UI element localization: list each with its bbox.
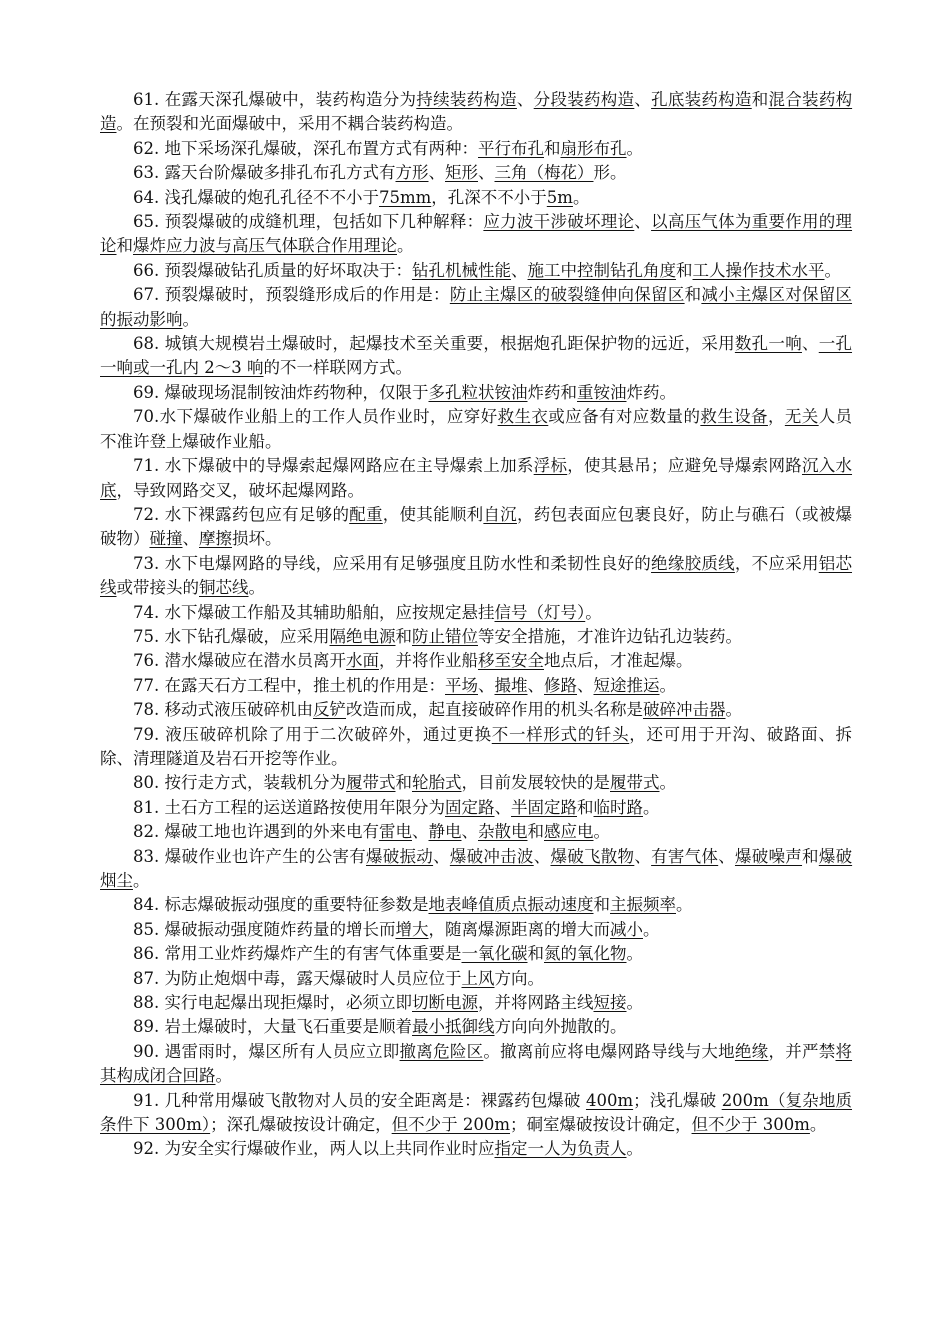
question-text: 。 (572, 187, 590, 207)
answer-blank: 静电 (428, 822, 462, 842)
question-item (100, 698, 852, 722)
answer-blank: 轮胎式 (412, 773, 462, 793)
question-number: 77. (133, 675, 160, 695)
question-text: 。 (659, 773, 676, 793)
question-text: ，药包表面应包裹良好，防止与礁石（或被爆破物） (100, 504, 853, 549)
answer-blank: 但不少于 300m (691, 1115, 810, 1135)
question-text: 和 (395, 773, 412, 793)
question-text: 人员不准许登上爆破作业船。 (100, 407, 853, 451)
answer-blank: 一孔一响或一孔内 2～3 响 (100, 334, 853, 378)
question-text: 。 (643, 797, 660, 817)
question-text: 。 (809, 1115, 827, 1135)
question-item (100, 1040, 852, 1089)
answer-blank: 指定一人为负责人 (494, 1139, 627, 1159)
question-text: 爆破工地也许遇到的外来电有 (164, 822, 379, 842)
answer-blank: 方形 (395, 163, 429, 183)
question-text: ， (767, 407, 785, 427)
question-text: 地下采场深孔爆破，深孔布置方式有两种： (164, 138, 478, 158)
question-text: 。 (593, 822, 610, 842)
answer-blank: 铝芯线 (100, 553, 853, 598)
answer-blank: 配重 (349, 504, 383, 524)
question-text: 浅孔爆破的炮孔孔径不不小于 (164, 187, 379, 207)
question-text: 水下爆破工作船及其辅助船舶，应按规定悬挂 (164, 602, 495, 622)
question-item (100, 332, 852, 381)
question-number: 92. (133, 1139, 160, 1159)
question-text: 炸药。 (626, 382, 676, 402)
question-text: 。撤离前应将电爆网路导线与大地 (483, 1041, 735, 1061)
question-item (100, 259, 852, 283)
answer-blank: 爆破烟尘 (100, 846, 853, 890)
answer-blank: 不一样形式的钎头 (491, 724, 630, 744)
answer-blank: 绝缘 (734, 1041, 769, 1061)
question-text: ，并严禁 (768, 1041, 836, 1061)
question-item (100, 625, 852, 649)
question-text: 岩土爆破时，大量飞石重要是顺着 (164, 1017, 412, 1037)
answer-blank: 破碎冲击器 (643, 700, 726, 720)
question-text: 。 (248, 578, 265, 598)
question-item (100, 771, 852, 795)
answer-blank: 防止错位 (412, 626, 478, 646)
answer-blank: 摩擦 (199, 529, 232, 549)
question-text: 。 (626, 1139, 643, 1159)
question-text: 几种常用爆破飞散物对人员的安全距离是：裸露药包爆破 (164, 1090, 586, 1110)
question-number: 63. (133, 163, 160, 183)
question-text: 潜水爆破应在潜水员离开 (164, 651, 346, 671)
answer-blank: 撮堆 (494, 675, 528, 695)
question-text: 标志爆破振动强度的重要特征参数是 (164, 895, 429, 915)
answer-blank: 撤离危险区 (399, 1041, 484, 1061)
question-text: 改造而成，起直接破碎作用的机头名称是 (346, 700, 643, 720)
answer-blank: 爆破噪声 (734, 846, 803, 866)
answer-blank: 短接 (593, 993, 627, 1013)
question-number: 83. (133, 846, 160, 866)
question-item (100, 942, 852, 966)
question-number: 65. (133, 212, 160, 232)
question-number: 85. (133, 919, 160, 939)
question-text: 移动式液压破碎机由 (164, 700, 313, 720)
answer-blank: 氮的氧化物 (544, 944, 627, 964)
answer-blank: 修路 (544, 675, 577, 695)
question-text: 和 (593, 895, 610, 915)
question-number: 62. (133, 138, 160, 158)
question-text: 或带接头的 (116, 578, 199, 598)
question-text: 预裂爆破钻孔质量的好坏取决于： (164, 260, 412, 280)
question-number: 80. (133, 773, 160, 793)
question-text: 常用工业炸药爆炸产生的有害气体重要是 (164, 944, 462, 964)
question-text: 地点后，才准起爆。 (544, 651, 693, 671)
question-item (100, 601, 852, 625)
question-text: 。 (215, 1066, 232, 1086)
answer-blank: 重铵油 (577, 382, 627, 402)
question-text: 水下爆破作业船上的工作人员作业时，应穿好 (159, 407, 498, 427)
answer-blank: 救生设备 (700, 407, 768, 427)
question-number: 82. (133, 822, 160, 842)
question-text: 方向向外抛散的。 (494, 1017, 627, 1037)
answer-blank: 混合装药构造 (100, 90, 853, 134)
question-text: ，不应采用 (734, 553, 819, 573)
question-list (100, 88, 852, 1162)
question-item (100, 454, 852, 503)
question-text: 或应备有对应数量的 (548, 407, 701, 427)
question-text: 和 (802, 846, 819, 866)
question-text: ，使其悬吊；应避免导爆索网路 (567, 456, 802, 476)
answer-blank: 减小 (610, 919, 643, 939)
question-text: 、 (801, 334, 819, 354)
question-text: 。 (626, 138, 643, 158)
answer-blank: 信号（灯号） (494, 602, 586, 622)
question-text: 实行电起爆出现拒爆时，必须立即 (164, 993, 412, 1013)
question-item (100, 845, 852, 894)
question-text: 、 (182, 529, 199, 549)
question-item (100, 918, 852, 942)
question-text: 、 (461, 822, 478, 842)
question-text: ；深孔爆破按设计确定， (210, 1115, 392, 1135)
question-item (100, 405, 852, 454)
answer-blank: 上风 (461, 968, 495, 988)
question-text: 预裂爆破的成缝机理，包括如下几种解释： (164, 212, 484, 232)
answer-blank: 碰撞 (149, 529, 183, 549)
question-text: 和 (395, 626, 412, 646)
question-number: 87. (133, 968, 160, 988)
question-text: 和 (676, 260, 693, 280)
answer-blank: 数孔一响 (734, 334, 802, 354)
answer-blank: 增大 (395, 919, 429, 939)
question-number: 67. (133, 285, 160, 305)
question-number: 78. (133, 700, 160, 720)
answer-blank: 将其构成闭合回路 (100, 1041, 853, 1086)
question-text: ；浅孔爆破 (633, 1090, 722, 1110)
question-item (100, 186, 852, 210)
question-text: 、 (533, 846, 551, 866)
question-item (100, 137, 852, 161)
question-number: 81. (133, 797, 160, 817)
answer-blank: 平行布孔 (478, 138, 544, 158)
answer-blank: 反铲 (313, 700, 346, 720)
answer-blank: 一氧化碳 (461, 944, 528, 964)
question-text: 和 (577, 797, 594, 817)
question-text: 在露天石方工程中，推土机的作用是： (164, 675, 445, 695)
answer-blank: 防止主爆区的破裂缝伸向保留区 (449, 285, 685, 305)
question-text: 液压破碎机除了用于二次破碎外，通过更换 (165, 724, 492, 744)
question-item (100, 210, 852, 259)
question-text: 水下电爆网路的导线，应采用有足够强度且防水性和柔韧性良好的 (164, 553, 652, 573)
answer-blank: 施工中控制钻孔角度 (527, 260, 676, 280)
answer-blank: 爆破振动 (366, 846, 434, 866)
question-text: 、 (634, 212, 652, 232)
question-number: 70. (133, 407, 160, 427)
question-text: 遇雷雨时，爆区所有人员应立即 (164, 1041, 400, 1061)
question-item (100, 1015, 852, 1039)
question-item (100, 161, 852, 185)
answer-blank: 400m (585, 1090, 634, 1110)
question-number: 71. (133, 456, 160, 476)
answer-blank: 平场 (445, 675, 478, 695)
answer-blank: 沉入水底 (100, 456, 853, 500)
question-text: ，使其能顺利 (382, 504, 484, 524)
question-text: 。 (397, 236, 414, 256)
answer-blank: 三角（梅花） (494, 163, 594, 183)
question-item (100, 893, 852, 917)
question-text: 爆破现场混制铵油炸药物种，仅限于 (164, 382, 429, 402)
answer-blank: 浮标 (533, 456, 568, 476)
answer-blank: 铜芯线 (199, 578, 249, 598)
question-text: 炸药和 (527, 382, 577, 402)
question-text: 预裂爆破时，预裂缝形成后的作用是： (164, 285, 450, 305)
answer-blank: 地表峰值质点振动速度 (428, 895, 594, 915)
question-text: 、 (412, 822, 429, 842)
question-item (100, 1089, 852, 1138)
answer-blank: 孔底装药构造 (651, 90, 752, 109)
question-text: 。在预裂和光面爆破中，采用不耦合装药构造。 (116, 114, 463, 134)
answer-blank: 以高压气体为重要作用的理论 (100, 212, 853, 256)
question-text: 。 (626, 944, 643, 964)
question-text: 。 (626, 993, 643, 1013)
question-number: 91. (133, 1090, 160, 1110)
question-text: 。 (824, 260, 841, 280)
question-text: 、 (634, 846, 652, 866)
question-text: 和 (684, 285, 702, 305)
question-text: 按行走方式，装载机分为 (164, 773, 346, 793)
answer-blank: 无关 (784, 407, 819, 427)
answer-blank: 爆炸应力波与高压气体联合作用理论 (133, 236, 397, 256)
answer-blank: 感应电 (544, 822, 594, 842)
question-number: 64. (133, 187, 160, 207)
question-item (100, 674, 852, 698)
question-text: 。 (676, 895, 693, 915)
question-item (100, 820, 852, 844)
question-text: 。 (659, 675, 676, 695)
question-text: 水下裸露药包应有足够的 (164, 504, 350, 524)
question-number: 89. (133, 1017, 160, 1037)
question-number: 84. (133, 895, 160, 915)
question-number: 74. (133, 602, 160, 622)
question-text: 方向。 (494, 968, 544, 988)
question-text: 、 (718, 846, 735, 866)
question-text: 在露天深孔爆破中，装药构造分为 (164, 90, 417, 109)
answer-blank: 主振频率 (610, 895, 676, 915)
question-text: 。 (585, 602, 602, 622)
answer-blank: 水面 (346, 651, 379, 671)
answer-blank: 200m（复杂地质条件下 300m） (100, 1090, 853, 1135)
answer-blank: 履带式 (346, 773, 396, 793)
answer-blank: 固定路 (445, 797, 495, 817)
question-text: 土石方工程的运送道路按使用年限分为 (164, 797, 445, 817)
question-text: 、 (527, 675, 544, 695)
question-text: ，随离爆源距离的增大而 (428, 919, 610, 939)
answer-blank: 爆破飞散物 (550, 846, 635, 866)
question-text: 、 (577, 675, 594, 695)
question-item (100, 967, 852, 991)
answer-blank: 临时路 (593, 797, 643, 817)
answer-blank: 救生衣 (497, 407, 549, 427)
question-text: 、 (478, 163, 495, 183)
question-text: 。 (725, 700, 742, 720)
question-text: 爆破振动强度随炸药量的增长而 (164, 919, 396, 939)
answer-blank: 但不少于 200m (391, 1115, 511, 1135)
answer-blank: 切断电源 (412, 993, 478, 1013)
question-item (100, 723, 852, 772)
answer-blank: 有害气体 (651, 846, 719, 866)
question-item (100, 283, 852, 332)
answer-blank: 半固定路 (511, 797, 577, 817)
question-text: 、 (634, 90, 652, 109)
question-text: 露天台阶爆破多排孔布孔方式有 (164, 163, 396, 183)
question-item (100, 649, 852, 673)
answer-blank: 隔绝电源 (329, 626, 396, 646)
question-number: 90. (133, 1041, 160, 1061)
question-text: 城镇大规模岩土爆破时，起爆技术至关重要，根据炮孔距保护物的远近，采用 (164, 334, 735, 354)
answer-blank: 多孔粒状铵油 (428, 382, 528, 402)
question-item (100, 1137, 852, 1161)
question-text: 。 (643, 919, 660, 939)
question-text: 和 (527, 822, 544, 842)
question-text: ；硐室爆破按设计确定， (510, 1115, 692, 1135)
question-item (100, 991, 852, 1015)
answer-blank: 杂散电 (478, 822, 528, 842)
question-text: ，还可用于开沟、破路面、拆除、清理隧道及岩石开挖等作业。 (100, 724, 852, 768)
question-number: 72. (133, 504, 160, 524)
answer-blank: 减小主爆区对保留区的振动影响 (100, 285, 853, 329)
answer-blank: 75mm (379, 187, 432, 207)
answer-blank: 分段装药构造 (533, 90, 635, 109)
question-text: ，孔深不不小于 (431, 187, 547, 207)
question-text: 为防止炮烟中毒，露天爆破时人员应位于 (164, 968, 462, 988)
question-text: 、 (428, 163, 445, 183)
question-number: 86. (133, 944, 160, 964)
answer-blank: 钻孔机械性能 (412, 260, 511, 280)
answer-blank: 应力波干涉破坏理论 (483, 212, 635, 232)
question-item (100, 796, 852, 820)
answer-blank: 绝缘胶质线 (651, 553, 735, 573)
question-number: 88. (133, 993, 160, 1013)
answer-blank: 自沉 (483, 504, 517, 524)
question-text: 水下爆破中的导爆索起爆网路应在主导爆索上加系 (164, 456, 534, 476)
answer-blank: 移至安全 (478, 651, 544, 671)
question-item (100, 88, 852, 137)
question-number: 75. (133, 626, 160, 646)
answer-blank: 5m (546, 187, 573, 207)
question-text: 形。 (593, 163, 627, 183)
question-number: 73. (133, 553, 160, 573)
answer-blank: 工人操作技术水平 (692, 260, 825, 280)
question-text: 。 (133, 871, 150, 890)
question-text: 为安全实行爆破作业，两人以上共同作业时应 (164, 1139, 495, 1159)
question-number: 68. (133, 334, 160, 354)
question-text: 和 (527, 944, 544, 964)
question-text: 、 (433, 846, 450, 866)
question-text: ，导致网路交叉，破坏起爆网路。 (116, 480, 364, 500)
question-text: 等安全措施，才准许边钻孔边装药。 (478, 626, 742, 646)
question-text: 。 (182, 309, 199, 329)
question-item (100, 503, 852, 552)
question-text: 和 (751, 90, 769, 109)
answer-blank: 矩形 (445, 163, 478, 183)
answer-blank: 持续装药构造 (416, 90, 517, 109)
question-number: 79. (133, 724, 160, 744)
answer-blank: 短途推运 (593, 675, 660, 695)
question-text: 水下钻孔爆破，应采用 (164, 626, 330, 646)
question-text: ，并将作业船 (379, 651, 478, 671)
question-text: 爆破作业也许产生的公害有 (164, 846, 366, 866)
answer-blank: 爆破冲击波 (449, 846, 534, 866)
question-number: 61. (133, 90, 160, 109)
question-text: 、 (511, 260, 528, 280)
question-text: ，并将网路主线 (478, 993, 594, 1013)
answer-blank: 雷电 (379, 822, 412, 842)
question-number: 66. (133, 260, 160, 280)
question-text: 损坏。 (232, 529, 282, 549)
question-number: 69. (133, 382, 160, 402)
question-text: 的不一样联网方式。 (263, 358, 412, 378)
question-text: 、 (478, 675, 495, 695)
answer-blank: 履带式 (610, 773, 660, 793)
question-text: ，目前发展较快的是 (461, 773, 610, 793)
question-text: 、 (516, 90, 534, 109)
question-item (100, 552, 852, 601)
answer-blank: 扇形布孔 (560, 138, 627, 158)
answer-blank: 最小抵御线 (412, 1017, 495, 1037)
question-text: 和 (116, 236, 133, 256)
question-text: 和 (544, 138, 561, 158)
question-text: 、 (494, 797, 511, 817)
question-item (100, 381, 852, 405)
question-number: 76. (133, 651, 160, 671)
